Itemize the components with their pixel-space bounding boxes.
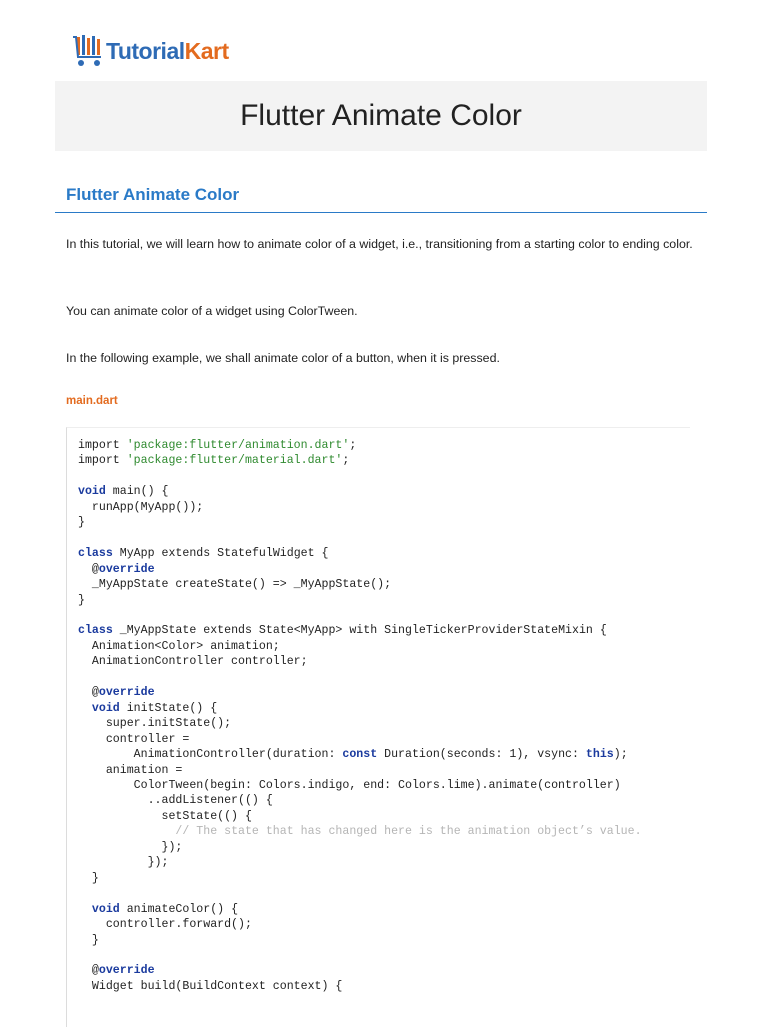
code-line: @override xyxy=(78,686,155,700)
section-divider xyxy=(55,212,707,213)
code-line: @override xyxy=(78,562,155,576)
code-line: setState(() { xyxy=(78,809,252,823)
code-line: ..addListener(() { xyxy=(78,794,273,808)
colortween-paragraph: You can animate color of a widget using ColorTween. xyxy=(66,304,358,318)
code-line: } xyxy=(78,933,99,947)
file-name-label: main.dart xyxy=(66,395,118,407)
example-paragraph: In the following example, we shall animate color of a button, when it is pressed. xyxy=(66,351,500,365)
code-line: void main() { xyxy=(78,485,169,499)
code-line: } xyxy=(78,593,85,607)
code-line: Animation<Color> animation; xyxy=(78,639,280,653)
section-heading: Flutter Animate Color xyxy=(66,185,240,204)
site-logo[interactable] xyxy=(72,33,229,69)
code-line: import 'package:flutter/animation.dart'; xyxy=(78,439,357,452)
code-line: // The state that has changed here is the animation object’s value. xyxy=(175,825,642,839)
title-banner xyxy=(55,81,707,151)
code-line: controller.forward(); xyxy=(78,918,252,932)
code-line: @override xyxy=(78,964,155,978)
code-line: AnimationController controller; xyxy=(78,655,308,669)
logo-text: TutorialKart xyxy=(106,37,229,64)
intro-paragraph: In this tutorial, we will learn how to animate color of a widget, i.e., transitioning from a starting color to ending color. xyxy=(66,237,693,251)
page-title: Flutter Animate Color xyxy=(240,99,522,132)
code-line: runApp(MyApp()); xyxy=(78,500,204,514)
code-line: void animateColor() { xyxy=(91,902,239,916)
code-line: import 'package:flutter/material.dart'; xyxy=(78,454,350,468)
code-line: controller = xyxy=(78,732,190,746)
cart-logo-icon xyxy=(72,33,104,69)
code-line: super.initState(); xyxy=(78,717,232,731)
code-line: }); xyxy=(78,840,183,854)
code-line: _MyAppState createState() => _MyAppState(); xyxy=(78,578,392,592)
code-line: } xyxy=(78,871,99,885)
code-line: } xyxy=(78,516,85,530)
code-line: class _MyAppState extends State<MyApp> with SingleTickerProviderStateMixin { xyxy=(78,624,607,638)
code-line: }); xyxy=(78,856,169,870)
code-line: animation = xyxy=(78,763,183,777)
code-line: ColorTween(begin: Colors.indigo, end: Colors.lime).animate(controller) xyxy=(78,778,621,792)
code-line: void initState() { xyxy=(91,701,218,715)
code-line: AnimationController(duration: const Duration(seconds: 1), vsync: this); xyxy=(78,748,628,762)
code-block[interactable] xyxy=(78,438,642,994)
code-line: Widget build(BuildContext context) { xyxy=(78,979,343,993)
code-line: class MyApp extends StatefulWidget { xyxy=(78,547,329,561)
